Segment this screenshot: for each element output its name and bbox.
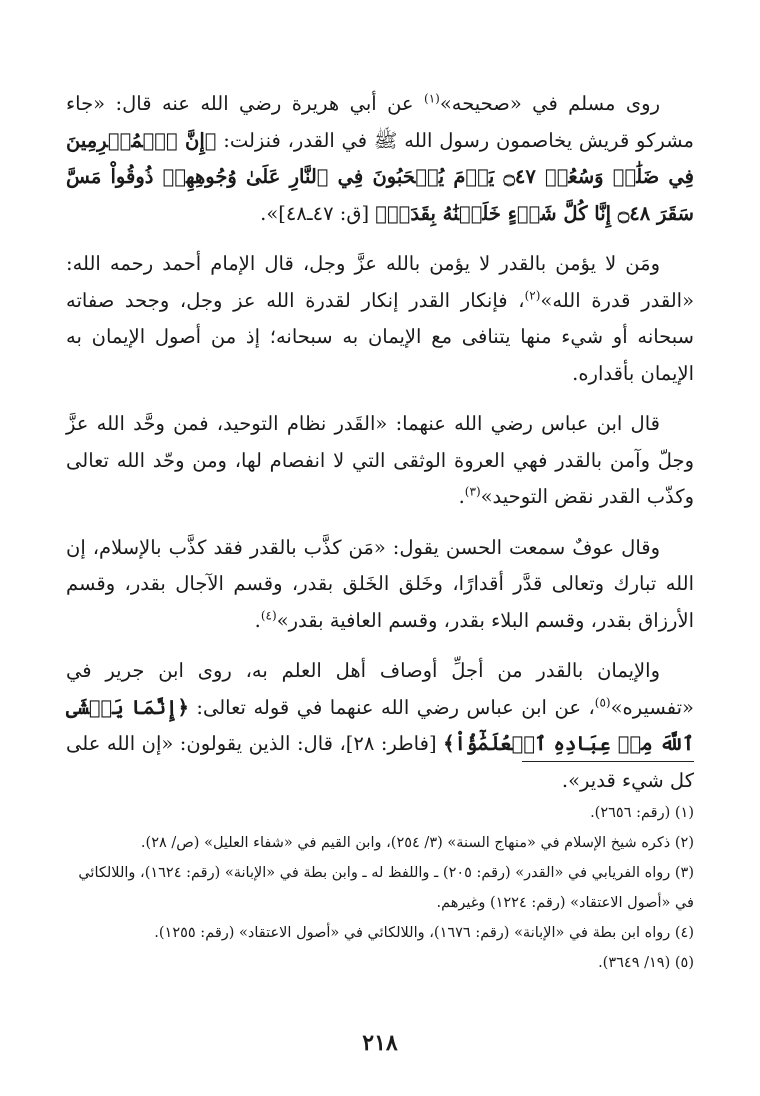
text-segment: وقال عوفٌ سمعت الحسن يقول: «مَن كذَّب بالقدر فقد كذَّب بالإسلام، إن الله تبارك وتعالى قدَّر أقدارًا، وخَلق الخَلق بقدر، وقسم الآجال بقدر، وقسم الأرزاق بقدر، وقسم البلاء بقدر، وقسم العافية بقدر»	[66, 535, 694, 632]
text-segment: ، عن ابن عباس رضي الله عنهما في قوله تعالى:	[188, 695, 595, 719]
footnote-5: (٥) (١٩/ ٣٦٤٩).	[598, 955, 694, 971]
page-number: ٢١٨	[362, 1030, 398, 1056]
footnote-marker: (٥)	[594, 695, 611, 709]
text-segment: روى مسلم في «صحيحه»	[439, 92, 660, 115]
paragraph-2	[66, 246, 694, 392]
footnote-2: (٢) ذكره شيخ الإسلام في «منهاج السنة» (٣/ ٢٥٤)، وابن القيم في «شفاء العليل» (ص/ ٢٨).	[140, 835, 694, 851]
footnote-marker: (٤)	[260, 608, 277, 622]
text-segment: والإيمان بالقدر من أجلِّ أوصاف أهل العلم به، روى ابن جرير في «تفسيره»	[66, 659, 694, 719]
paragraph-1	[66, 86, 694, 232]
main-text	[66, 86, 694, 813]
text-segment: ومَن لا يؤمن بالقدر لا يؤمن بالله عزَّ وجل، قال الإمام أحمد رحمه الله: «القدر قدرة الله»	[66, 252, 695, 312]
footnotes	[66, 798, 694, 978]
text-segment: ، فإنكار القدر إنكار لقدرة الله عز وجل، وجحد صفاته سبحانه أو شيء منها يتنافى مع الإيمان به سبحانه؛ إذ من أصول الإيمان به الإيمان بأقداره.	[66, 288, 694, 385]
footnote-marker: (١)	[424, 91, 440, 106]
text-segment: عن أبي هريرة رضي الله عنه قال: «جاء مشركو قريش يخاصمون رسول الله ﷺ في القدر، فنزلت:	[66, 92, 694, 152]
footnote-marker: (٢)	[524, 288, 541, 302]
paragraph-5	[66, 653, 694, 799]
text-segment: [فاطر: ٢٨]، قال: الذين يقولون: «إن الله على كل شيء قدير».	[66, 732, 694, 792]
footnote-divider	[522, 761, 694, 762]
paragraph-4	[66, 530, 694, 640]
footnote-3: (٣) رواه الفريابي في «القدر» (رقم: ٢٠٥) ـ واللفظ له ـ وابن بطة في «الإبانة» (رقم: ١٦٢٤)، واللالكائي في «أصول الاعتقاد» (رقم: ١٢٢٤) وغيرهم.	[78, 865, 694, 911]
text-segment: [ق: ٤٧ـ٤٨]».	[260, 201, 376, 225]
paragraph-3	[66, 406, 694, 516]
quran-verse: ﴿إِنَّمَا يَخۡشَى ٱللَّهَ مِنۡ عِبَادِهِ ٱلۡعُلَمَٰٓؤُاْ﴾	[66, 695, 694, 755]
quran-verse: ﴿إِنَّ ٱلۡمُجۡرِمِينَ فِي ضَلَٰلٖ وَسُعُرٖ ۝٤٧ يَوۡمَ يُسۡحَبُونَ فِي ٱلنَّارِ عَلَىٰ وُجُوهِهِمۡ ذُوقُواْ مَسَّ سَقَرَ ۝٤٨ إِنَّا كُلَّ شَيۡءٍ خَلَقۡنَٰهُ بِقَدَرٖ﴾	[66, 128, 694, 225]
footnote-marker: (٣)	[464, 484, 481, 499]
text-segment: .	[458, 485, 465, 508]
footnote-1: (١) (رقم: ٢٦٥٦).	[590, 805, 694, 821]
text-segment: قال ابن عباس رضي الله عنهما: «القَدر نظام التوحيد، فمن وحَّد الله عزَّ وجلّ وآمن بالقدر فهي العروة الوثقى التي لا انفصام لها، ومن وحّد الله تعالى وكذّب القدر نقض التوحيد»	[66, 412, 694, 508]
text-segment: .	[254, 608, 261, 632]
footnote-4: (٤) رواه ابن بطة في «الإبانة» (رقم: ١٦٧٦)، واللالكائي في «أصول الاعتقاد» (رقم: ١٢٥٥).	[154, 925, 694, 941]
